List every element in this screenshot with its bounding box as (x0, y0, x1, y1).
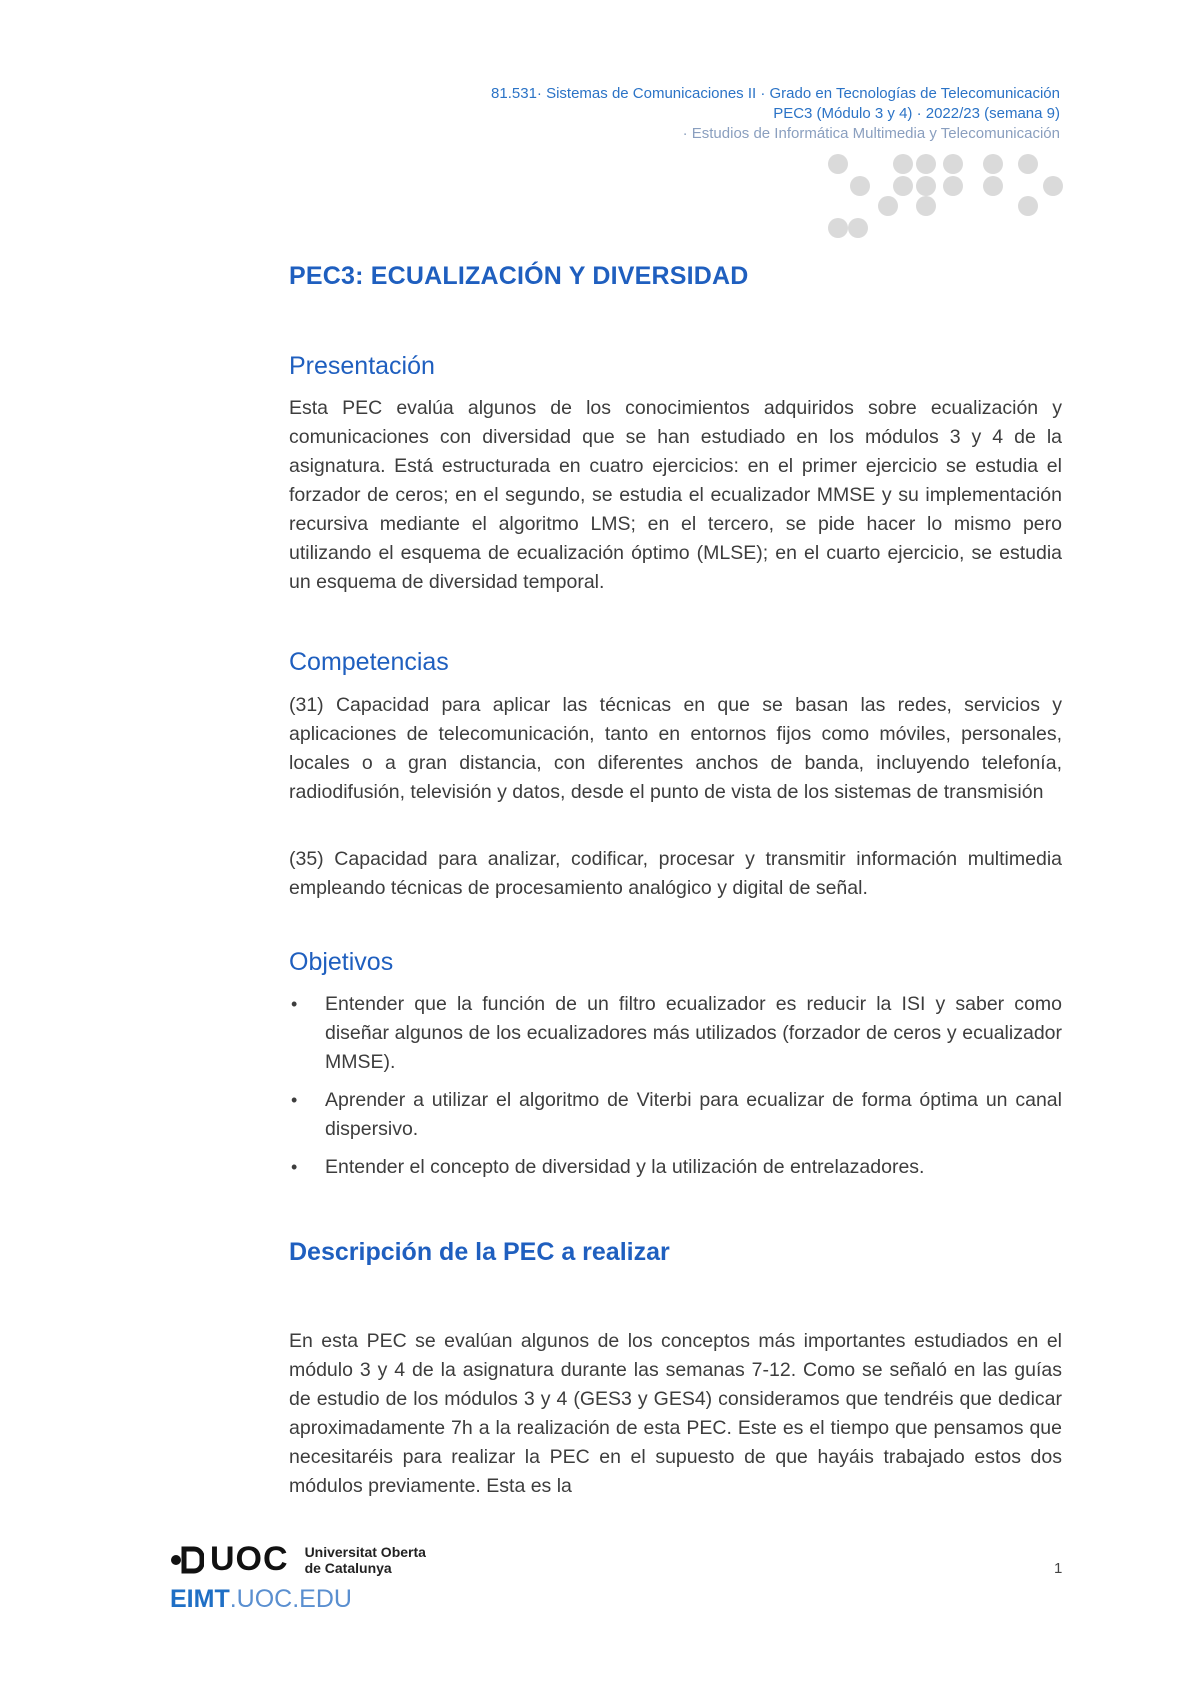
eimt-wordmark (170, 1585, 426, 1614)
uoc-symbol-icon (170, 1545, 204, 1575)
descripcion-text: En esta PEC se evalúan algunos de los conceptos más importantes estudiados en el módulo 3 y 4 de la asignatura durante las semanas 7-12. Como se señaló en las guías de estudio de los módulos 3 y 4 (GES3 y GES4) consideramos que tendréis que dedicar aproximadamente 7h a la realización de esta PEC. Este es el tiempo que pensamos que necesitaréis para realizar la PEC en el supuesto de que hayáis trabajado estos dos módulos previamente. Esta es la (289, 1330, 1062, 1497)
decorative-dots-pattern (828, 152, 1068, 252)
uoc-mark (170, 1540, 426, 1579)
section-heading-competencias: Competencias (289, 648, 449, 676)
objetivo-text: Entender que la función de un filtro ecualizador es reducir la ISI y saber como diseñar algunos de los ecualizadores más utilizados (forzador de ceros y ecualizador MMSE). (325, 993, 1062, 1073)
bullet-icon: • (291, 1090, 298, 1110)
uoc-wordmark: UOC (210, 1540, 289, 1578)
eimt-domain: .UOC.EDU (229, 1585, 352, 1613)
eimt-bold: EIMT (170, 1585, 230, 1613)
list-item (289, 990, 1062, 1077)
presentacion-text: Esta PEC evalúa algunos de los conocimientos adquiridos sobre ecualización y comunicaciones con diversidad que se han estudiado en los módulos 3 y 4 de la asignatura. Está estructurada en cuatro ejercicios: en el primer ejercicio se estudia el forzador de ceros; en el segundo, se estudia el ecualizador MMSE y su implementación recursiva mediante el algoritmo LMS; en el tercero, se pide hacer lo mismo pero utilizando el esquema de ecualización óptimo (MLSE); en el cuarto ejercicio, se estudia un esquema de diversidad temporal. (289, 397, 1062, 593)
university-name (305, 1544, 426, 1576)
document-header (491, 84, 1060, 144)
header-pec-line: PEC3 (Módulo 3 y 4) · 2022/23 (semana 9) (773, 105, 1060, 122)
objetivos-list (289, 990, 1062, 1191)
objetivo-text: Entender el concepto de diversidad y la utilización de entrelazadores. (325, 1156, 925, 1178)
objetivo-text: Aprender a utilizar el algoritmo de Viterbi para ecualizar de forma óptima un canal dispersivo. (325, 1089, 1062, 1140)
section-heading-presentacion: Presentación (289, 352, 435, 380)
section-heading-descripcion: Descripción de la PEC a realizar (289, 1238, 670, 1266)
bullet-icon: • (291, 994, 298, 1014)
competencia-31: (31) Capacidad para aplicar las técnicas en que se basan las redes, servicios y aplicaciones de telecomunicación, tanto en entornos fijos como móviles, personales, locales o a gran distancia, con diferentes anchos de banda, incluyendo telefonía, radiodifusión, televisión y datos, desde el punto de vista de los sistemas de transmisión (289, 694, 1062, 803)
header-studies-line: · Estudios de Informática Multimedia y Telecomunicación (682, 125, 1060, 142)
page-title: PEC3: ECUALIZACIÓN Y DIVERSIDAD (289, 262, 749, 290)
uoc-logo (170, 1540, 426, 1614)
section-heading-objetivos: Objetivos (289, 948, 394, 976)
list-item (289, 1086, 1062, 1144)
university-name-line2: de Catalunya (304, 1559, 392, 1576)
bullet-icon: • (291, 1157, 298, 1177)
university-name-line1: Universitat Oberta (304, 1543, 426, 1560)
page-number: 1 (1054, 1560, 1063, 1577)
list-item (289, 1153, 1062, 1182)
competencia-35: (35) Capacidad para analizar, codificar, procesar y transmitir información multimedia empleando técnicas de procesamiento analógico y digital de señal. (289, 848, 1062, 899)
header-course-line: 81.531· Sistemas de Comunicaciones II · Grado en Tecnologías de Telecomunicación (491, 85, 1060, 102)
